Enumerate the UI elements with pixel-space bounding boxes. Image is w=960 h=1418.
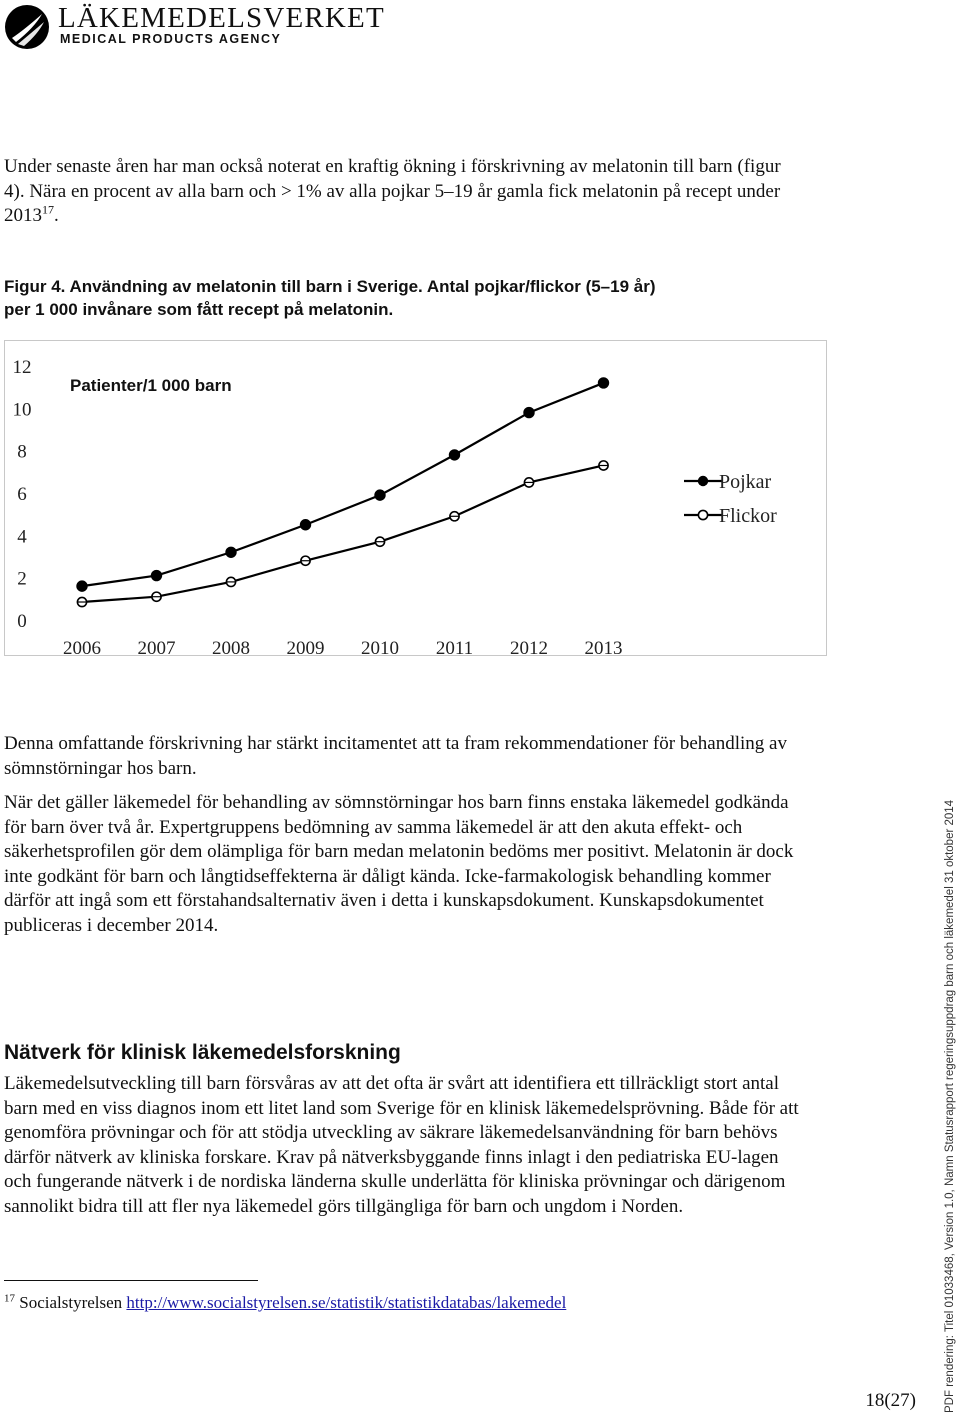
series-lines	[77, 378, 609, 607]
footnote-number: 17	[4, 1292, 15, 1305]
pdf-rendering-note: PDF rendering: Titel 01033468, Version 1.0, Namn Statusrapport regeringsuppdrag barn och läkemedel 31 oktober 2014	[944, 799, 956, 1413]
point-pojkar	[375, 490, 385, 500]
point-pojkar	[449, 450, 459, 460]
x-tick-label: 2012	[510, 638, 548, 659]
section-network	[4, 1041, 824, 1065]
legend-marker-pojkar	[698, 476, 708, 486]
figure-caption-line1: Figur 4. Användning av melatonin till barn i Sverige. Antal pojkar/flickor (5–19 år)	[4, 277, 656, 296]
x-tick-label: 2011	[435, 638, 474, 659]
y-tick-label: 4	[17, 526, 27, 548]
logo-subtitle: MEDICAL PRODUCTS AGENCY	[60, 32, 282, 46]
y-tick-label: 0	[17, 611, 27, 632]
legend-marker-flickor	[698, 510, 707, 519]
intro-text: Under senaste åren har man också noterat en kraftig ökning i förskrivning av melatonin till barn (figur 4). Nära en procent av alla barn och > 1% av alla pojkar 5–19 år gamla fick melatonin på recept under 2013	[4, 156, 781, 226]
paragraph-prescription: Denna omfattande förskrivning har stärkt incitamentet att ta fram rekommendationer för behandling av sömnstörningar hos barn.	[4, 733, 787, 779]
x-tick-label: 2008	[212, 638, 250, 659]
paragraph-medicines: När det gäller läkemedel för behandling av sömnstörningar hos barn finns enstaka läkemedel godkända för barn över två år. Expertgruppens bedömning av samma läkemedel är att den akuta effekt- och säkerhetsprofilen gör dem olämpliga för barn medan melatonin bedöms mer positivt. Melatonin är dock inte godkänt för barn och långtidseffekterna är dåligt kända. Icke-farmakologisk behandling kommer därför att ingå som ett förstahandsalternativ även i detta i kunskapsdokument. Kunskapsdokumentet publiceras i december 2014.	[4, 792, 794, 936]
y-tick-label: 8	[17, 441, 27, 463]
y-tick-label: 12	[12, 357, 32, 378]
legend-label-flickor: Flickor	[719, 505, 777, 527]
section-heading: Nätverk för klinisk läkemedelsforskning	[4, 1041, 401, 1064]
point-pojkar	[300, 520, 310, 530]
point-pojkar	[77, 581, 87, 591]
footnote-divider	[4, 1280, 258, 1281]
x-tick-label: 2007	[137, 638, 176, 659]
footnote-ref: 17	[42, 202, 54, 217]
x-tick-label: 2006	[63, 638, 101, 659]
y-tick-label: 10	[12, 399, 32, 421]
point-pojkar	[226, 547, 236, 557]
page-number: 18(27)	[865, 1390, 916, 1411]
intro-end: .	[54, 205, 59, 226]
footnote-source: Socialstyrelsen	[19, 1293, 123, 1312]
logo-name: LÄKEMEDELSVERKET	[58, 2, 385, 34]
point-pojkar	[598, 378, 608, 388]
footnote-link[interactable]: http://www.socialstyrelsen.se/statistik/statistikdatabas/lakemedel	[126, 1293, 567, 1312]
figure-caption-line2: per 1 000 invånare som fått recept på melatonin.	[4, 300, 394, 319]
point-pojkar	[524, 407, 534, 417]
chart-title: Patienter/1 000 barn	[70, 376, 232, 395]
legend-label-pojkar: Pojkar	[719, 471, 772, 493]
x-tick-label: 2009	[286, 638, 325, 659]
footnote	[4, 1293, 566, 1313]
melatonin-line-chart	[0, 0, 960, 700]
y-tick-label: 2	[17, 568, 27, 590]
x-axis-ticks	[63, 638, 623, 659]
point-pojkar	[151, 570, 161, 580]
section-paragraph: Läkemedelsutveckling till barn försvåras av att det ofta är svårt att identifiera ett tillräckligt stort antal barn med en viss diagnos inom ett litet land som Sverige för en klinisk läkemedelsprövning. Både för att genomföra prövningar och för att stödja utveckling av säkrare läkemedelsanvändning för barn behövs därför nätverk av kliniska forskare. Krav på nätverksbyggande finns inlagt i den pediatriska EU-lagen och fungerande nätverk i de nordiska länderna skulle underlätta för kliniska prövningar och därigenom sannolikt bidra till att fler nya läkemedel görs tillgängliga för barn och ungdom i Norden.	[4, 1073, 799, 1217]
y-tick-label: 6	[17, 484, 27, 505]
y-axis-ticks	[13, 357, 32, 632]
x-tick-label: 2013	[584, 638, 623, 659]
x-tick-label: 2010	[361, 638, 399, 659]
chart-legend	[684, 471, 777, 527]
